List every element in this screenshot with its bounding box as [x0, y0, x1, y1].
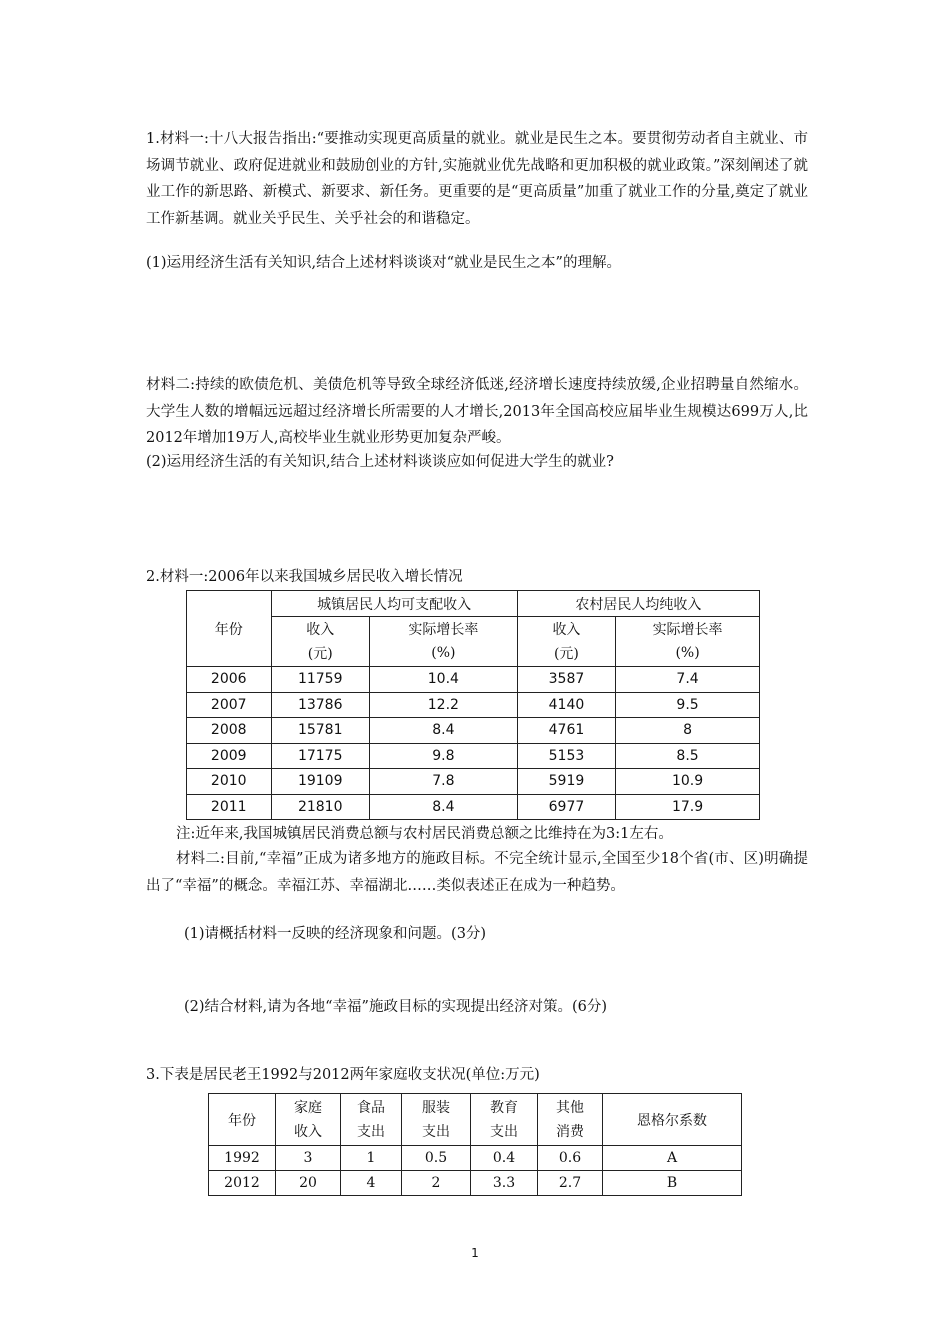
header-education: 教育 支出: [471, 1094, 538, 1146]
header-engel: 恩格尔系数: [603, 1094, 742, 1146]
cell: 1: [341, 1146, 402, 1171]
q3-title: 3.下表是居民老王1992与2012两年家庭收支状况(单位:万元): [146, 1067, 540, 1083]
q1-material2: 材料二:持续的欧债危机、美债危机等导致全球经济低迷,经济增长速度持续放缓,企业招聘量自然缩水。大学生人数的增幅远远超过经济增长所需要的人才增长,2013年全国高校应届毕业生规模达699万人,比2012年增加19万人,高校毕业生就业形势更加复杂严峻。: [146, 377, 808, 446]
cell-year: 2010: [187, 769, 272, 795]
cell: 20: [276, 1171, 341, 1196]
table-row: [187, 667, 760, 693]
household-table: [208, 1093, 742, 1196]
q2-material2: 材料二:目前,“幸福”正成为诸多地方的施政目标。不完全统计显示,全国至少18个省(市、区)明确提出了“幸福”的概念。幸福江苏、幸福湖北……类似表述正在成为一种趋势。: [146, 851, 808, 894]
q1-material1: 1.材料一:十八大报告指出:“要推动实现更高质量的就业。就业是民生之本。要贯彻劳动者自主就业、市场调节就业、政府促进就业和鼓励创业的方针,实施就业优先战略和更加积极的就业政策。”深刻阐述了就业工作的新思路、新模式、新要求、新任务。更重要的是“更高质量”加重了就业工作的分量,奠定了就业工作新基调。就业关乎民生、关乎社会的和谐稳定。: [146, 131, 808, 227]
rural-growth-label: 实际增长率: [616, 617, 760, 641]
cell-year: 2009: [187, 743, 272, 769]
rural-yuan-label: (元): [517, 641, 615, 667]
cell: A: [603, 1146, 742, 1171]
cell-urban-income: 13786: [271, 692, 369, 718]
cell-urban-growth: 8.4: [369, 794, 517, 820]
cell-year: 2006: [187, 667, 272, 693]
cell-rural-income: 3587: [517, 667, 615, 693]
cell-urban-growth: 9.8: [369, 743, 517, 769]
table-row: [209, 1146, 742, 1171]
cell-urban-income: 11759: [271, 667, 369, 693]
cell-rural-income: 4140: [517, 692, 615, 718]
table-row: [187, 743, 760, 769]
table-row: [187, 794, 760, 820]
cell-urban-income: 15781: [271, 718, 369, 744]
urban-pct-label: (%): [369, 641, 517, 667]
cell-rural-income: 6977: [517, 794, 615, 820]
header-clothing: 服装 支出: [402, 1094, 471, 1146]
page-number: 1: [471, 1246, 479, 1260]
cell: 0.5: [402, 1146, 471, 1171]
cell-urban-income: 19109: [271, 769, 369, 795]
cell-rural-income: 5153: [517, 743, 615, 769]
urban-growth-label: 实际增长率: [369, 617, 517, 641]
q2-question1: (1)请概括材料一反映的经济现象和问题。(3分): [184, 926, 487, 942]
q1-question2: (2)运用经济生活的有关知识,结合上述材料谈谈应如何促进大学生的就业?: [146, 454, 614, 470]
cell-urban-income: 21810: [271, 794, 369, 820]
table-row: [187, 769, 760, 795]
header-income: 家庭 收入: [276, 1094, 341, 1146]
cell-rural-growth: 9.5: [616, 692, 760, 718]
cell-year: 2011: [187, 794, 272, 820]
q2-title: 2.材料一:2006年以来我国城乡居民收入增长情况: [146, 569, 463, 585]
header-food: 食品 支出: [341, 1094, 402, 1146]
cell: 2012: [209, 1171, 276, 1196]
table-row: [209, 1171, 742, 1196]
cell-year: 2008: [187, 718, 272, 744]
cell-year: 2007: [187, 692, 272, 718]
rural-header: 农村居民人均纯收入: [517, 591, 759, 617]
cell-rural-income: 4761: [517, 718, 615, 744]
cell: 0.6: [538, 1146, 603, 1171]
rural-pct-label: (%): [616, 641, 760, 667]
cell-rural-growth: 7.4: [616, 667, 760, 693]
table-row: [187, 718, 760, 744]
income-table: [186, 590, 760, 820]
header-year: 年份: [209, 1094, 276, 1146]
cell: B: [603, 1171, 742, 1196]
q2-question2: (2)结合材料,请为各地“幸福”施政目标的实现提出经济对策。(6分): [184, 999, 608, 1015]
cell-rural-income: 5919: [517, 769, 615, 795]
cell-urban-income: 17175: [271, 743, 369, 769]
year-header: 年份: [187, 591, 272, 667]
cell: 0.4: [471, 1146, 538, 1171]
cell-rural-growth: 8: [616, 718, 760, 744]
cell-rural-growth: 8.5: [616, 743, 760, 769]
urban-header: 城镇居民人均可支配收入: [271, 591, 517, 617]
cell: 4: [341, 1171, 402, 1196]
urban-income-label: 收入: [271, 617, 369, 641]
cell-rural-growth: 10.9: [616, 769, 760, 795]
header-other: 其他 消费: [538, 1094, 603, 1146]
cell-urban-growth: 7.8: [369, 769, 517, 795]
cell: 2.7: [538, 1171, 603, 1196]
urban-yuan-label: (元): [271, 641, 369, 667]
cell-rural-growth: 17.9: [616, 794, 760, 820]
cell: 3: [276, 1146, 341, 1171]
cell-urban-growth: 8.4: [369, 718, 517, 744]
q1-question1: (1)运用经济生活有关知识,结合上述材料谈谈对“就业是民生之本”的理解。: [146, 255, 621, 271]
cell: 1992: [209, 1146, 276, 1171]
cell-urban-growth: 12.2: [369, 692, 517, 718]
table-row: [187, 692, 760, 718]
cell-urban-growth: 10.4: [369, 667, 517, 693]
cell: 3.3: [471, 1171, 538, 1196]
rural-income-label: 收入: [517, 617, 615, 641]
q2-note: 注:近年来,我国城镇居民消费总额与农村居民消费总额之比维持在为3:1左右。: [176, 826, 673, 842]
cell: 2: [402, 1171, 471, 1196]
